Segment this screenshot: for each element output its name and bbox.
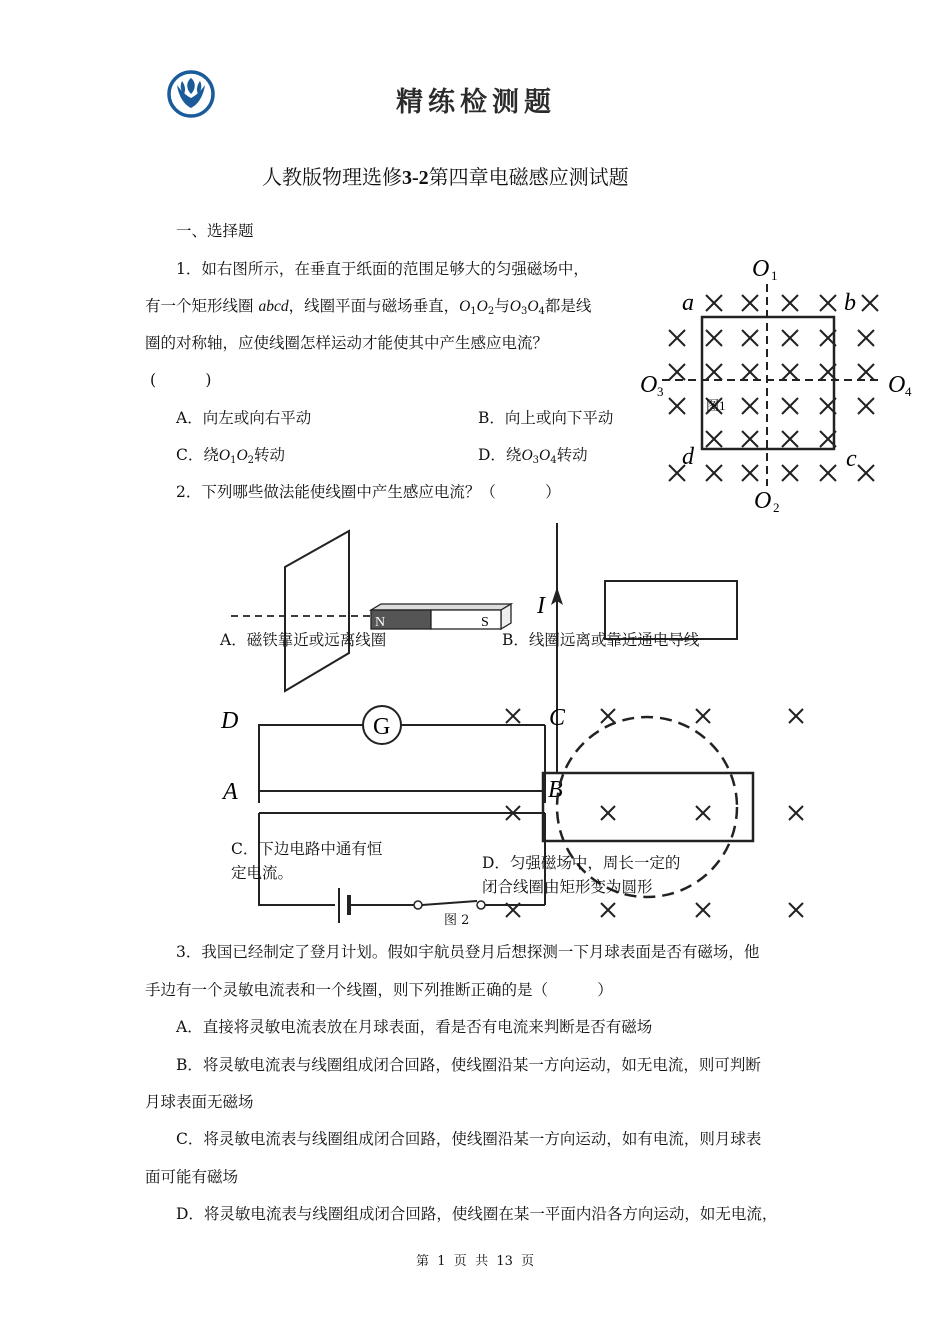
- q2-option-a: A．磁铁靠近或远离线圈: [220, 631, 387, 649]
- title-bold: 3-2: [402, 167, 429, 189]
- opt-c-post: 转动: [254, 446, 286, 464]
- opt-d-pre: D．绕: [478, 446, 522, 464]
- q2-option-c-line1: C．下边电路中通有恒: [231, 840, 383, 858]
- q3-option-d-line1: D．将灵敏电流表与线圈组成闭合回路，使线圈在某一平面内沿各方向运动，如无电流，: [176, 1205, 778, 1223]
- axis-o: O: [539, 447, 551, 464]
- figure-1: [632, 252, 922, 516]
- switch-blade: [422, 901, 477, 905]
- node-c: C: [549, 705, 566, 731]
- coil-plate: [285, 531, 349, 691]
- section-heading: 一、选择题: [176, 222, 254, 240]
- galvanometer-label: G: [373, 714, 391, 740]
- magnet-s-label: S: [481, 615, 489, 630]
- q1-line2-b: ，线圈平面与磁场垂直，: [288, 297, 460, 315]
- axis-o: O: [459, 298, 471, 315]
- node-d: D: [221, 708, 239, 734]
- label-o1-sub: 1: [771, 268, 778, 283]
- q1-line2-a: 有一个矩形线圈: [145, 297, 259, 315]
- brand-logo: [165, 68, 217, 120]
- magnet-south: [431, 610, 501, 629]
- title-prefix: 人教版物理选修: [262, 165, 402, 189]
- q1-option-d: [478, 448, 588, 466]
- axis-sub: 2: [247, 455, 255, 466]
- q1-line1: 1．如右图所示，在垂直于纸面的范围足够大的匀强磁场中，: [176, 260, 589, 278]
- q2-option-d-line2: 闭合线圈由矩形变为圆形: [482, 878, 653, 896]
- q2-stem: 2．下列哪些做法能使线圈中产生感应电流？（ ）: [176, 483, 561, 501]
- corner-b: b: [844, 290, 856, 316]
- switch-terminal: [414, 901, 422, 909]
- q1-line3: 圈的对称轴，应使线圈怎样运动才能使其中产生感应电流？: [145, 334, 549, 352]
- axis-sub: 3: [520, 306, 528, 317]
- q1-line2: [145, 299, 591, 317]
- label-o2: O: [754, 488, 772, 514]
- q1-option-b: B．向上或向下平动: [478, 409, 614, 427]
- axis-sub: 4: [538, 306, 545, 317]
- title-suffix: 第四章电磁感应测试题: [428, 165, 629, 189]
- q3-option-c-line2: 面可能有磁场: [145, 1168, 239, 1186]
- label-o1: O: [752, 256, 770, 282]
- opt-d-post: 转动: [556, 446, 588, 464]
- label-o2-sub: 2: [773, 500, 780, 515]
- axis-o: O: [509, 298, 521, 315]
- axis-o: O: [521, 447, 533, 464]
- q2-option-d-line1: D．匀强磁场中，周长一定的: [482, 854, 681, 872]
- axis-sub: 1: [470, 306, 477, 317]
- switch-terminal: [477, 901, 485, 909]
- node-b: B: [548, 777, 563, 803]
- axis-sub: 2: [487, 306, 495, 317]
- magnet-top: [371, 604, 511, 610]
- q3-option-b-line1: B．将灵敏电流表与线圈组成闭合回路，使线圈沿某一方向运动，如无电流，则可判断: [176, 1056, 761, 1074]
- magnet-n-label: N: [375, 615, 386, 630]
- q1-and: 与: [494, 297, 510, 315]
- label-o3-sub: 3: [657, 384, 664, 399]
- axis-o: O: [218, 447, 231, 464]
- axis-sub: 1: [230, 455, 237, 466]
- figure-1-caption: 图1: [706, 398, 726, 413]
- brand-title: 精练检测题: [396, 87, 556, 118]
- corner-a: a: [682, 290, 694, 316]
- page-number: 第 1 页 共 13 页: [416, 1254, 535, 1269]
- lower-circuit-left: [259, 813, 335, 905]
- corner-c: c: [846, 446, 857, 472]
- q3-line1: 3．我国已经制定了登月计划。假如宇航员登月后想探测一下月球表面是否有磁场，他: [176, 943, 760, 961]
- q3-option-b-line2: 月球表面无磁场: [145, 1093, 254, 1111]
- q3-option-a: A．直接将灵敏电流表放在月球表面，看是否有电流来判断是否有磁场: [176, 1018, 653, 1036]
- axis-o: O: [527, 298, 539, 315]
- document-title: [262, 161, 629, 190]
- current-label: I: [537, 593, 545, 619]
- figure-2-caption: 图 2: [444, 913, 470, 928]
- label-o4: O: [888, 372, 906, 398]
- opt-c-pre: C．绕: [176, 446, 219, 464]
- label-o4-sub: 4: [905, 384, 912, 399]
- axis-o: O: [236, 447, 248, 464]
- q2-option-b: B．线圈远离或靠近通电导线: [502, 631, 700, 649]
- coil-name: abcd: [258, 298, 289, 315]
- axis-o: O: [476, 298, 488, 315]
- q3-option-c-line1: C．将灵敏电流表与线圈组成闭合回路，使线圈沿某一方向运动，如有电流，则月球表: [176, 1130, 762, 1148]
- q1-answer-blank: ( ): [150, 371, 212, 389]
- q2-option-c-line2: 定电流。: [231, 864, 294, 882]
- axis-sub: 3: [532, 455, 540, 466]
- label-o3: O: [640, 372, 658, 398]
- rectangular-loop: [543, 773, 753, 841]
- q1-line2-c: 都是线: [544, 297, 592, 315]
- axis-sub: 4: [550, 455, 557, 466]
- corner-d: d: [682, 444, 694, 470]
- node-a: A: [223, 779, 238, 805]
- q3-line2: 手边有一个灵敏电流表和一个线圈，则下列推断正确的是（ ）: [145, 981, 613, 999]
- q1-option-c: [176, 448, 285, 466]
- q1-option-a: A．向左或向右平动: [176, 409, 312, 427]
